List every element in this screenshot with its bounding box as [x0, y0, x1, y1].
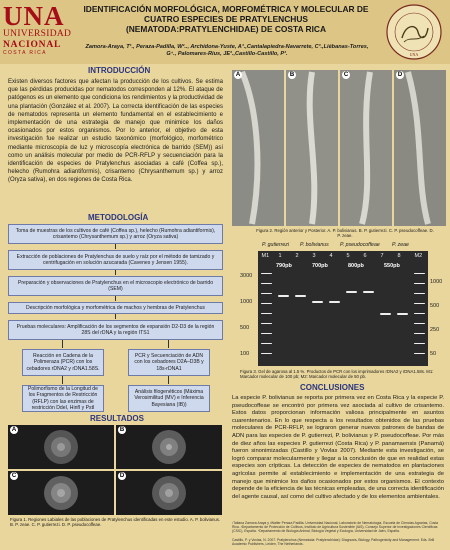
gel-marker-size-left: 100: [240, 351, 250, 357]
results-heading: RESULTADOS: [90, 414, 144, 423]
gel-ladder-band: [261, 313, 272, 314]
panel-label: B: [119, 427, 125, 433]
panel-label: C: [343, 72, 349, 78]
gel-ladder-band: [414, 333, 425, 334]
logo-country-text: COSTA RICA: [3, 49, 47, 56]
gel-sample-band: [329, 301, 340, 303]
poster-title: IDENTIFICACIÓN MORFOLÓGICA, MORFOMÉTRICA Y MOLECULAR DE CUATRO ESPECIES DE PRATYLENCHUS (NEMATODA:PRATYLENCHIDAE) DE COSTA RICA: [83, 4, 369, 34]
method-step-pcr: Reacción en Cadena de la Polimeraza (PCR) con los cebadores rDNA2 y rDNA1.58S.: [22, 349, 104, 376]
gel-size-label: 550pb: [384, 263, 400, 269]
flow-arrow: [168, 376, 169, 384]
sem-image-d: [116, 471, 222, 515]
figure-3-caption: Figura 3. Gel de agarosa al 1.5 %. Productos de PCR con los imprimadores rDNA2 y rDNA1.58s. M1: Marcador molecular de 100 pb; M2: Marcador molecular de 50 pb.: [240, 369, 434, 380]
gel-lane-label: 2: [295, 253, 299, 259]
method-step-molecular: Pruebas moleculares: Amplificación de los segmentos de expansión D2-D3 de la región 28S del rDNA y la región ITS1: [8, 320, 223, 340]
flow-arrow: [115, 270, 116, 275]
gel-marker-size-left: 1000: [240, 299, 253, 305]
gel-ladder-band: [261, 293, 272, 294]
svg-text:UNA: UNA: [409, 52, 419, 57]
method-step-morphology: Descripción morfológica y morfométrica de machos y hembras de Pratylenchus: [8, 302, 223, 314]
gel-lane-label: 7: [380, 253, 384, 259]
gel-lane-label: 8: [397, 253, 401, 259]
method-step-rflp: Polimorfismo de la Longitud de los Fragmentos de Restricción (RFLP) con las enzimas de restricción DdeI, HinfI y PstI: [22, 385, 104, 412]
intro-text: Existen diversos factores que afectan la producción de los cultivos. Se estima que las pérdidas producidas por nematodos corresponden al 12%. El ataque de patógenos es un elemento que condiciona los rendimientos y la productividad de una plantación (González et al. 2007). La correcta identificación de las especies de nematodos representa un elemento fundamental en el establecimiento e implementación de una estrategia de manejo que minimice los daños ocasionados por estos organismos. Por lo anterior, el objetivo de esta investigación fue realizar un estudio taxonómico (morfológico, morfométrico mediante microscopía de luz y microscopía electrónica de barrido (SEM)) así como un análisis molecular por medio de PCR-RFLP y secuenciación para la identificación de especies de Pratylenchus asociadas a café (Coffea sp.), helecho (Rumohra adiantiformis), crisantemo (Chrysanthemum sp.) y arroz (Oryza sativa), en dos regiones de Costa Rica.: [8, 79, 223, 184]
gel-sample-band: [363, 291, 374, 293]
gel-species-label: P. zeae: [392, 242, 409, 248]
gel-size-label: 800pb: [348, 263, 364, 269]
panel-label: D: [119, 473, 125, 479]
gel-ladder-band: [261, 273, 272, 274]
gel-ladder-band: [414, 283, 425, 284]
una-logo: [3, 3, 73, 57]
gel-species-labels: [262, 242, 442, 250]
logo-universidad-text: UNIVERSIDAD: [3, 29, 72, 39]
gel-marker-size-left: 3000: [240, 273, 253, 279]
gel-size-label: 790pb: [276, 263, 292, 269]
flow-arrow: [62, 376, 63, 384]
gel-ladder-band: [414, 323, 425, 324]
logo-una-text: UNA: [3, 1, 65, 31]
gel-marker-size-right: 1000: [430, 279, 443, 285]
conclusions-text: La especie P. bolivianus se reporta por primera vez en Costa Rica y la especie P. pseudocoffeae se encontró por primera vez asociada al cultivo de crisantemo. Estos datos proporcionan información valiosa principalmente en asuntos cuarentenarios. En lo que respecta a los resultados obtenidos de las pruebas moleculares de PCR-RFLP, se lograron generar nuevos patrones de bandas de ADN para las especies de P. gutierrezi, P. bolivianus y P. pseudocoffeae. Por más de diez años las especies P. gutierrezi (Costa Rica) y P. panamaensis (Panamá) fueron sinonimizadas (Castillo y Vovlas 2007). Mediante esta investigación, se logró comparar molecularmente y llegar a la conclusión de que en realidad estas especies son crípticas. La detección de especies de nematodos en plantaciones agrícolas permite al establecimiento e implementación de una estrategia de manejo que minimice los daños ocasionados por estos organismos. El contexto depende de la eficiencia de las técnicas empleadas, de una correcta identificación del agente causal, así como del cultivo afectado y de los elementos ambientales.: [232, 395, 444, 500]
flow-arrow: [115, 314, 116, 319]
gel-marker-size-right: 50: [430, 351, 437, 357]
method-step-sampling: Toma de muestras de los cultivos de café (Coffea sp.), helecho (Rumohra adiantiformis), crisantemo (Chrysanthemum sp.) y arroz (Oryza sativa): [8, 224, 223, 244]
sem-image-b: [116, 425, 222, 469]
methods-heading: METODOLOGÍA: [88, 213, 149, 222]
gel-ladder-band: [414, 313, 425, 314]
sem-image-a: [8, 425, 114, 469]
sem-image-c: [8, 471, 114, 515]
gel-ladder-band: [414, 293, 425, 294]
micrograph-c: [340, 70, 392, 226]
panel-label: A: [11, 427, 17, 433]
method-step-pcr-sequencing: PCR y Secuenciación de ADN con los cebadores D2A–D3B y 18s-rDNA1: [128, 349, 210, 376]
gel-sample-band: [380, 313, 391, 315]
method-step-phylogenetics: Análisis filogenéticos (Máxima Verosimilitud (MV) e Inferencia Bayesiana (IB)): [128, 385, 210, 412]
panel-label: C: [11, 473, 17, 479]
gel-ladder-band: [261, 323, 272, 324]
gel-sample-band: [312, 301, 323, 303]
flow-arrow: [115, 296, 116, 301]
method-step-extraction: Extracción de poblaciones de Pratylenchus de suelo y raíz por el método de tamizado y centrifugación en solución azucarada (Cavenes y Jensen 1955).: [8, 250, 223, 270]
flow-arrow: [168, 340, 169, 348]
gel-ladder-band: [414, 343, 425, 344]
logo-nacional-text: NACIONAL: [3, 39, 62, 50]
gel-lane-label: M2: [414, 253, 423, 259]
gel-sample-band: [397, 313, 408, 315]
micrograph-d: [394, 70, 446, 226]
panel-label: B: [289, 72, 295, 78]
gel-ladder-band: [414, 353, 425, 354]
gel-sample-band: [346, 291, 357, 293]
gel-species-label: P. bolivianus: [300, 242, 329, 248]
gel-marker-size-right: 500: [430, 303, 440, 309]
gel-lane-label: 1: [278, 253, 282, 259]
panel-label: A: [235, 72, 241, 78]
intro-heading: INTRODUCCIÓN: [88, 66, 151, 75]
gel-lane-label: M1: [261, 253, 270, 259]
gel-lane-label: 4: [329, 253, 333, 259]
gel-lane-label: 3: [312, 253, 316, 259]
gel-ladder-band: [261, 333, 272, 334]
gel-ladder-band: [261, 283, 272, 284]
gel-sample-band: [278, 295, 289, 297]
affiliations-note: ¹Tatiana Zamora Araya y ²Walter Peraza Padilla. Universidad Nacional, Laboratorio de Nematología, Escuela de Ciencias Agrarias, Costa Rica. ³Departamento de Protección de Cultivos, Instituto de Agricultura Sostenible (IAS), Consejo Superior de Investigaciones Científicas (CSIC), España. ⁴Departamento de Biología Animal, Biología Vegetal y Ecología, Universidad de Jaén, España.: [232, 521, 439, 534]
figure-1-caption: Figura 1. Regiones Labiales de las poblaciones de Pratylenchus identificadas en este estudio. A. P. bolivianus. B. P. zeae. C. P. gutierrezi. D. P. pseudocoffeae.: [10, 517, 221, 528]
conclusions-heading: CONCLUSIONES: [300, 383, 365, 392]
gel-ladder-band: [261, 303, 272, 304]
gel-lane-label: 6: [363, 253, 367, 259]
micrograph-a: [232, 70, 284, 226]
gel-ladder-band: [414, 273, 425, 274]
flow-arrow: [62, 340, 63, 348]
gel-marker-size-left: 500: [240, 325, 250, 331]
panel-label: D: [397, 72, 403, 78]
gel-species-label: P. pseudocoffeae: [340, 242, 380, 248]
poster-authors: Zamora-Araya, T¹., Peraza-Padilla, W².., Archidona-Yuste, A³.,Cantalapiedra-Navarrete, C³.,Liébanas-Torres, G⁴., Palomares-Rius, JE³.,Castillo-Castillo, P³.: [85, 44, 369, 57]
references-note: Castillo, P. y Vovlas, N. 2007. Pratylenchus (Nematoda: Pratylenchidae): Diagnosis, Biology, Pathogenicity and Management. Eds. Brill Academic Publishers, Leiden, The Netherlands.: [232, 538, 435, 547]
gel-ladder-band: [261, 353, 272, 354]
gel-species-label: P. gutierrezi: [262, 242, 290, 248]
gel-sample-band: [295, 295, 306, 297]
gel-ladder-band: [261, 343, 272, 344]
micrograph-b: [286, 70, 338, 226]
gel-lane-label: 5: [346, 253, 350, 259]
figure-2-caption: Figura 2. Región anterior y Posterior. A. P. bolivianus. B. P. gutierrezi. C. P. pseudocoffeae. D. P. zeae.: [256, 228, 434, 239]
flow-arrow: [115, 244, 116, 249]
method-step-sem: Preparación y observaciones de Pratylenchus en el microscopio electrónico de barrido (SEM): [8, 276, 223, 296]
nematology-lab-seal-icon: [382, 2, 446, 62]
gel-size-label: 700pb: [312, 263, 328, 269]
gel-marker-size-right: 250: [430, 327, 440, 333]
gel-ladder-band: [414, 303, 425, 304]
